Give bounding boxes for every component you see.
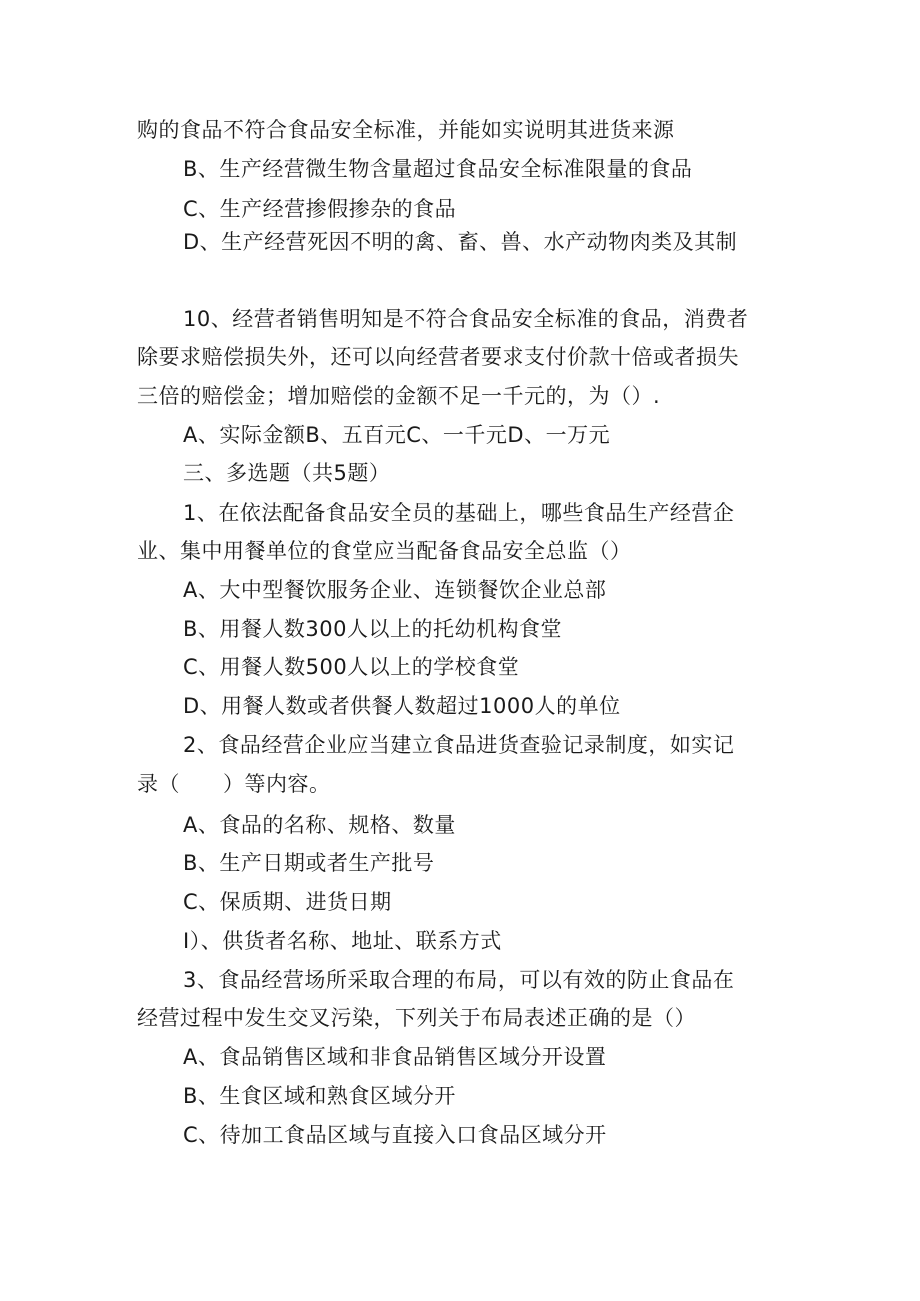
option-line: D、生产经营死因不明的禽、畜、兽、水产动物肉类及其制 — [183, 230, 738, 254]
option-line: C、待加工食品区域与直接入口食品区域分开 — [183, 1123, 607, 1147]
option-line: B、用餐人数300人以上的托幼机构食堂 — [183, 617, 562, 641]
text-line: 业、集中用餐单位的食堂应当配备食品安全总监（） — [137, 539, 632, 563]
question-line: 3、食品经营场所采取合理的布局，可以有效的防止食品在 — [183, 968, 735, 992]
text-line: 购的食品不符合食品安全标准，并能如实说明其进货来源 — [137, 118, 675, 142]
question-line: 10、经营者销售明知是不符合食品安全标准的食品，消费者 — [183, 307, 749, 331]
option-line: B、生产经营微生物含量超过食品安全标准限量的食品 — [183, 157, 693, 181]
option-line: A、实际金额B、五百元C、一千元D、一万元 — [183, 423, 611, 447]
text-line: 除要求赔偿损失外，还可以向经营者要求支付价款十倍或者损失 — [137, 345, 739, 369]
section-heading: 三、多选题（共5题） — [183, 461, 391, 485]
option-line: I）、供货者名称、地址、联系方式 — [183, 929, 502, 953]
option-line: C、用餐人数500人以上的学校食堂 — [183, 655, 520, 679]
option-line: C、生产经营掺假掺杂的食品 — [183, 197, 457, 221]
text-line: 录（ ）等内容。 — [137, 772, 331, 796]
option-line: B、生产日期或者生产批号 — [183, 851, 435, 875]
option-line: A、食品的名称、规格、数量 — [183, 813, 456, 837]
text-line: 经营过程中发生交叉污染，下列关于布局表述正确的是（） — [137, 1006, 696, 1030]
option-line: C、保质期、进货日期 — [183, 890, 392, 914]
option-line: B、生食区域和熟食区域分开 — [183, 1084, 456, 1108]
option-line: A、大中型餐饮服务企业、连锁餐饮企业总部 — [183, 578, 607, 602]
text-line: 三倍的赔偿金；增加赔偿的金额不足一千元的，为（）. — [137, 384, 661, 408]
question-line: 2、食品经营企业应当建立食品进货查验记录制度，如实记 — [183, 733, 735, 757]
option-line: A、食品销售区域和非食品销售区域分开设置 — [183, 1045, 607, 1069]
question-line: 1、在依法配备食品安全员的基础上，哪些食品生产经营企 — [183, 501, 735, 525]
option-line: D、用餐人数或者供餐人数超过1000人的单位 — [183, 694, 621, 718]
